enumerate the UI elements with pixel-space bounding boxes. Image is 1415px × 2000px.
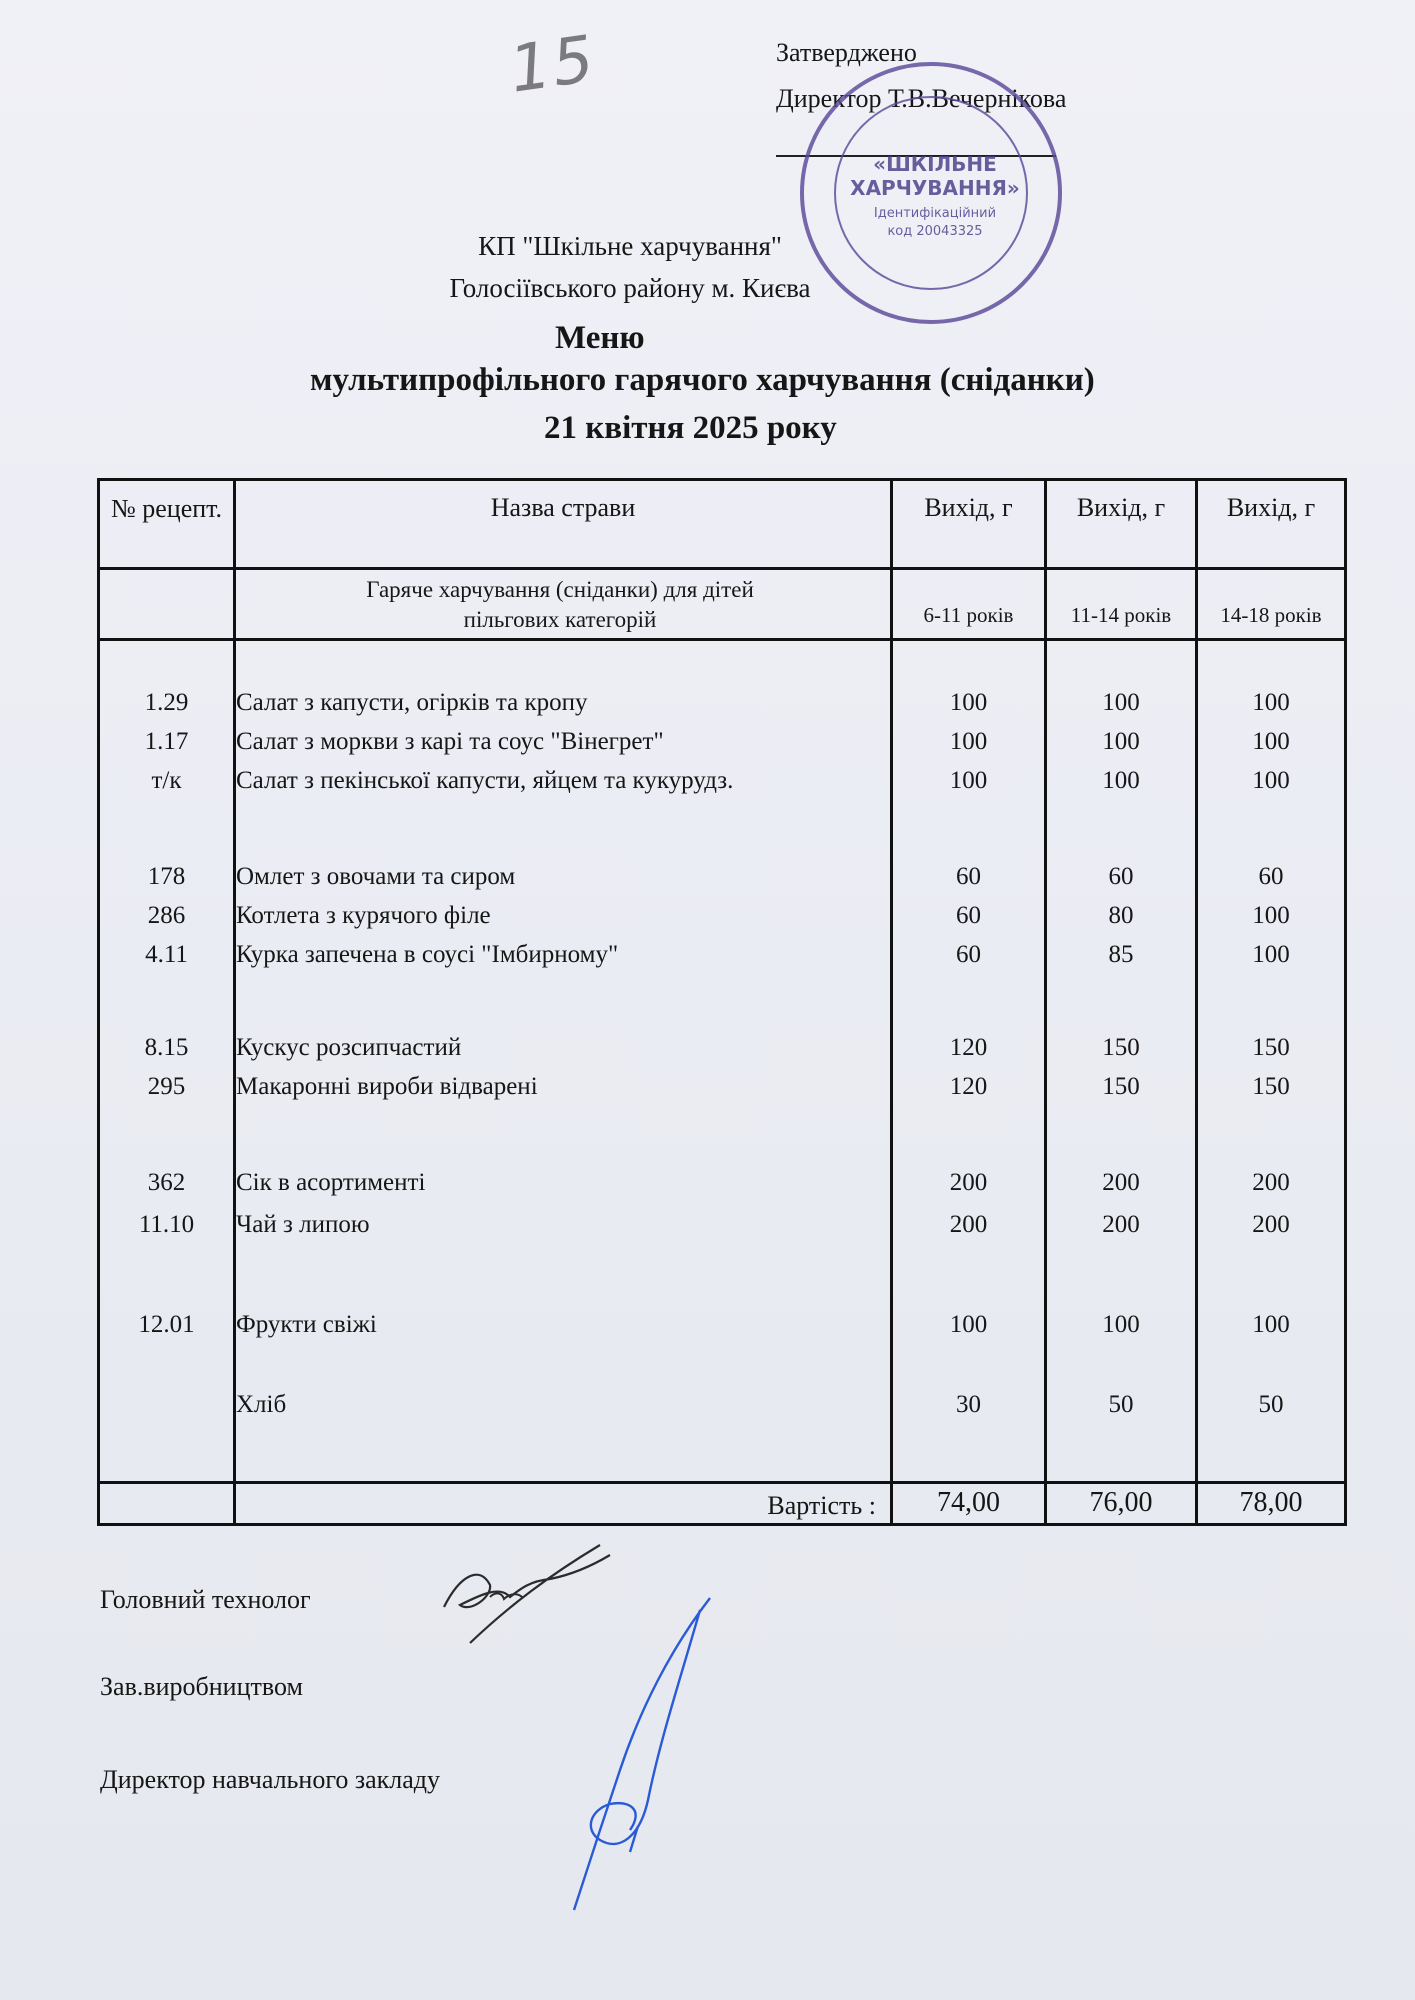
recipe-code: 295	[147, 1073, 186, 1100]
org-district: Голосіївського району м. Києва	[449, 273, 811, 303]
col-header-name: Назва страви	[490, 493, 636, 522]
recipe-code: 286	[147, 902, 186, 929]
yield-6-11: 100	[949, 767, 988, 794]
stamp-text-2: ХАРЧУВАННЯ»	[850, 176, 1020, 200]
yield-6-11: 200	[949, 1211, 988, 1238]
organization-block	[380, 225, 880, 309]
yield-14-18: 100	[1252, 941, 1290, 968]
recipe-code: 178	[147, 863, 186, 890]
yield-11-14: 100	[1102, 689, 1140, 716]
handwritten-page-number: 15	[505, 22, 601, 108]
yield-11-14: 80	[1108, 902, 1134, 929]
row-divider	[100, 1481, 1344, 1484]
yield-6-11: 100	[949, 689, 988, 716]
yield-11-14: 100	[1102, 728, 1140, 755]
yield-6-11: 60	[956, 902, 981, 929]
menu-date: 21 квітня 2025 року	[544, 410, 837, 446]
yield-11-14: 200	[1102, 1169, 1140, 1196]
recipe-code: 8.15	[144, 1034, 189, 1061]
yield-6-11: 120	[949, 1034, 988, 1061]
dish-name: Омлет з овочами та сиром	[236, 863, 516, 890]
dish-name: Фрукти свіжі	[236, 1311, 377, 1338]
stamp-text-4: код 20043325	[887, 224, 983, 239]
dish-name: Чай з липою	[236, 1211, 370, 1238]
cost-3: 78,00	[1239, 1487, 1303, 1518]
recipe-code: 4.11	[145, 941, 188, 968]
director-signature	[560, 1590, 730, 1920]
dish-name: Салат з моркви з карі та соус "Вінегрет"	[236, 728, 664, 755]
approved-label: Затверджено	[776, 38, 917, 67]
row-divider	[100, 638, 1344, 641]
yield-14-18: 100	[1252, 1311, 1290, 1338]
row-divider	[100, 567, 1344, 570]
yield-11-14: 100	[1102, 767, 1140, 794]
stamp-text-3: Ідентифікаційний	[873, 206, 997, 221]
director-approval-line: Директор Т.В.Вечернікова	[776, 84, 1067, 113]
age-group-3: 14-18 років	[1220, 603, 1322, 627]
yield-14-18: 100	[1252, 902, 1290, 929]
dish-name: Котлета з курячого філе	[236, 902, 491, 929]
menu-title: Меню	[555, 320, 645, 356]
yield-6-11: 60	[956, 941, 981, 968]
school-director-label: Директор навчального закладу	[100, 1765, 441, 1794]
col-header-code: № рецепт.	[110, 494, 223, 523]
yield-14-18: 50	[1258, 1391, 1284, 1418]
yield-6-11: 100	[949, 1311, 988, 1338]
dish-name: Салат з пекінської капусти, яйцем та кукурудз.	[236, 767, 734, 794]
production-head-label: Зав.виробництвом	[100, 1672, 303, 1701]
yield-11-14: 85	[1108, 941, 1134, 968]
age-group-2: 11-14 років	[1070, 603, 1172, 627]
dish-name: Салат з капусти, огірків та кропу	[236, 689, 588, 716]
yield-14-18: 150	[1252, 1073, 1290, 1100]
cost-1: 74,00	[937, 1487, 1000, 1518]
yield-14-18: 100	[1252, 728, 1290, 755]
recipe-code: 1.17	[144, 728, 189, 755]
dish-name: Курка запечена в соусі "Імбирному"	[236, 941, 619, 968]
org-name: КП "Шкільне харчування"	[478, 231, 782, 261]
col-header-yield-3: Вихід, г	[1226, 493, 1316, 522]
yield-14-18: 100	[1252, 689, 1290, 716]
yield-14-18: 100	[1252, 767, 1290, 794]
yield-14-18: 150	[1252, 1034, 1290, 1061]
yield-6-11: 30	[956, 1391, 981, 1418]
yield-11-14: 50	[1108, 1391, 1134, 1418]
yield-6-11: 200	[949, 1169, 988, 1196]
yield-14-18: 200	[1252, 1169, 1290, 1196]
chief-technologist-label: Головний технолог	[100, 1585, 311, 1614]
cost-label: Вартість :	[767, 1491, 876, 1520]
yield-11-14: 200	[1102, 1211, 1140, 1238]
yield-14-18: 200	[1252, 1211, 1290, 1238]
yield-6-11: 60	[956, 863, 981, 890]
recipe-code: т/к	[151, 767, 182, 794]
yield-14-18: 60	[1258, 863, 1284, 890]
stamp-text-1: «ШКІЛЬНЕ	[873, 152, 997, 176]
cost-2: 76,00	[1089, 1487, 1153, 1518]
dish-name: Хліб	[236, 1391, 287, 1418]
recipe-code: 12.01	[138, 1311, 195, 1338]
age-group-1: 6-11 років	[923, 603, 1014, 627]
dish-name: Сік в асортименті	[236, 1169, 426, 1196]
yield-6-11: 100	[949, 728, 988, 755]
menu-table	[97, 478, 1347, 1526]
yield-11-14: 60	[1108, 863, 1134, 890]
yield-11-14: 100	[1102, 1311, 1140, 1338]
dish-name: Кускус розсипчастий	[236, 1034, 462, 1061]
recipe-code: 1.29	[144, 689, 189, 716]
col-header-yield-2: Вихід, г	[1076, 493, 1166, 522]
yield-11-14: 150	[1102, 1073, 1140, 1100]
recipe-code: 362	[147, 1169, 186, 1196]
menu-subtitle: мультипрофільного гарячого харчування (сніданки)	[310, 362, 1095, 398]
col-header-yield-1: Вихід, г	[924, 493, 1013, 522]
yield-6-11: 120	[949, 1073, 988, 1100]
subheader-category: Гаряче харчування (сніданки) для дітей пільгових категорій	[366, 577, 754, 632]
dish-name: Макаронні вироби відварені	[236, 1073, 538, 1100]
yield-11-14: 150	[1102, 1034, 1140, 1061]
recipe-code: 11.10	[138, 1211, 195, 1238]
